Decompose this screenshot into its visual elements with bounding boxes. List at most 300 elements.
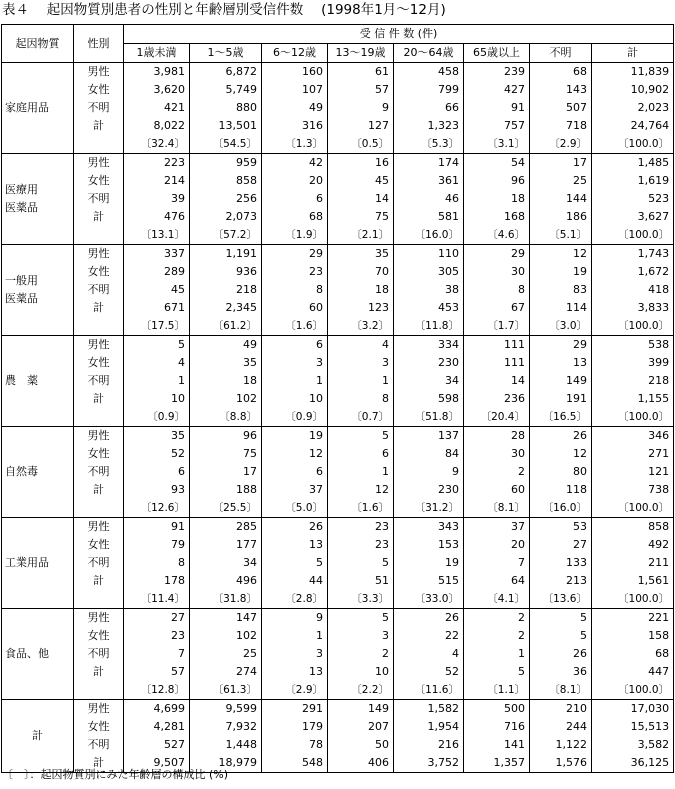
count-cell: 78: [262, 736, 328, 754]
count-cell: 214: [124, 172, 190, 190]
count-cell: 213: [530, 572, 592, 590]
percent-cell: 〔2.8〕: [262, 590, 328, 609]
count-cell: 6: [262, 463, 328, 481]
count-cell: 34: [190, 554, 262, 572]
count-cell: 9,599: [190, 700, 262, 719]
sex-label: 不明: [74, 645, 124, 663]
percent-cell: 〔1.7〕: [464, 317, 530, 336]
count-cell: 23: [262, 263, 328, 281]
table-row: [2, 245, 674, 264]
count-cell: 102: [190, 390, 262, 408]
count-cell: 3: [328, 354, 394, 372]
sex-label: 女性: [74, 172, 124, 190]
count-cell: 2,023: [592, 99, 674, 117]
percent-cell: 〔0.5〕: [328, 135, 394, 154]
percent-cell: 〔1.6〕: [262, 317, 328, 336]
count-cell: 49: [262, 99, 328, 117]
count-cell: 13: [530, 354, 592, 372]
count-cell: 35: [328, 245, 394, 264]
sex-label: 計: [74, 299, 124, 317]
sex-label-empty: [74, 408, 124, 427]
count-cell: 168: [464, 208, 530, 226]
footnote: 〔 〕：起因物質別にみた年齢層の構成比 (%): [2, 768, 229, 781]
count-cell: 515: [394, 572, 464, 590]
percent-cell: 〔11.4〕: [124, 590, 190, 609]
sex-label: 計: [74, 572, 124, 590]
count-cell: 149: [328, 700, 394, 719]
count-cell: 80: [530, 463, 592, 481]
count-cell: 141: [464, 736, 530, 754]
count-cell: 46: [394, 190, 464, 208]
count-cell: 12: [328, 481, 394, 499]
count-cell: 3: [328, 627, 394, 645]
sex-label: 不明: [74, 281, 124, 299]
percent-cell: 〔11.6〕: [394, 681, 464, 700]
count-cell: 3,981: [124, 63, 190, 82]
table-row-percent: [2, 135, 674, 154]
count-cell: 26: [530, 427, 592, 446]
table-row: [2, 299, 674, 317]
percent-cell: 〔8.8〕: [190, 408, 262, 427]
table-row: [2, 518, 674, 537]
sex-label: 不明: [74, 99, 124, 117]
table-row: [2, 609, 674, 628]
count-cell: 60: [464, 481, 530, 499]
percent-cell: 〔8.1〕: [464, 499, 530, 518]
count-cell: 79: [124, 536, 190, 554]
sex-label: 不明: [74, 554, 124, 572]
count-cell: 177: [190, 536, 262, 554]
sex-label-empty: [74, 681, 124, 700]
sex-label: 男性: [74, 427, 124, 446]
count-cell: 29: [262, 245, 328, 264]
count-cell: 2: [328, 645, 394, 663]
count-cell: 757: [464, 117, 530, 135]
sex-label: 不明: [74, 190, 124, 208]
count-cell: 57: [328, 81, 394, 99]
count-cell: 84: [394, 445, 464, 463]
count-cell: 70: [328, 263, 394, 281]
table-title: 表４ 起因物質別患者の性別と年齢層別受信件数 (1998年1月～12月): [2, 2, 446, 18]
count-cell: 61: [328, 63, 394, 82]
count-cell: 210: [530, 700, 592, 719]
percent-cell: 〔54.5〕: [190, 135, 262, 154]
sex-label-empty: [74, 590, 124, 609]
count-cell: 581: [394, 208, 464, 226]
percent-cell: 〔61.2〕: [190, 317, 262, 336]
sex-label: 不明: [74, 372, 124, 390]
count-cell: 2,073: [190, 208, 262, 226]
count-cell: 880: [190, 99, 262, 117]
count-cell: 718: [530, 117, 592, 135]
count-cell: 17: [190, 463, 262, 481]
count-cell: 14: [328, 190, 394, 208]
percent-cell: 〔0.9〕: [262, 408, 328, 427]
table-row: [2, 463, 674, 481]
count-cell: 305: [394, 263, 464, 281]
count-cell: 421: [124, 99, 190, 117]
count-cell: 10: [262, 390, 328, 408]
substance-label: 自然毒: [2, 427, 74, 518]
count-cell: 160: [262, 63, 328, 82]
count-cell: 5: [530, 609, 592, 628]
count-cell: 343: [394, 518, 464, 537]
count-cell: 5: [530, 627, 592, 645]
count-cell: 1: [464, 645, 530, 663]
percent-cell: 〔100.0〕: [592, 499, 674, 518]
count-cell: 9: [328, 99, 394, 117]
table-row: [2, 736, 674, 754]
count-cell: 1: [262, 372, 328, 390]
count-cell: 36: [530, 663, 592, 681]
count-cell: 4: [124, 354, 190, 372]
count-cell: 13: [262, 663, 328, 681]
count-cell: 191: [530, 390, 592, 408]
count-cell: 2,345: [190, 299, 262, 317]
percent-cell: 〔2.9〕: [530, 135, 592, 154]
table-row: [2, 190, 674, 208]
count-cell: 1,743: [592, 245, 674, 264]
count-cell: 16: [328, 154, 394, 173]
count-cell: 26: [394, 609, 464, 628]
count-cell: 17: [530, 154, 592, 173]
percent-cell: 〔1.6〕: [328, 499, 394, 518]
count-cell: 9,507: [124, 754, 190, 773]
percent-cell: 〔13.6〕: [530, 590, 592, 609]
header-sex: 性別: [74, 25, 124, 63]
count-cell: 858: [190, 172, 262, 190]
count-cell: 316: [262, 117, 328, 135]
count-cell: 2: [464, 627, 530, 645]
count-cell: 93: [124, 481, 190, 499]
count-cell: 42: [262, 154, 328, 173]
table-row: [2, 208, 674, 226]
table-row: [2, 572, 674, 590]
percent-cell: 〔100.0〕: [592, 681, 674, 700]
header-substance: 起因物質: [2, 25, 74, 63]
count-cell: 1,576: [530, 754, 592, 773]
count-cell: 114: [530, 299, 592, 317]
count-cell: 492: [592, 536, 674, 554]
percent-cell: 〔8.1〕: [530, 681, 592, 700]
count-cell: 75: [328, 208, 394, 226]
count-cell: 12: [530, 245, 592, 264]
count-cell: 1,561: [592, 572, 674, 590]
count-cell: 1,582: [394, 700, 464, 719]
percent-cell: 〔100.0〕: [592, 135, 674, 154]
count-cell: 35: [124, 427, 190, 446]
table-row: [2, 700, 674, 719]
header-age-col: 13～19歳: [328, 44, 394, 63]
count-cell: 143: [530, 81, 592, 99]
count-cell: 57: [124, 663, 190, 681]
sex-label: 男性: [74, 63, 124, 82]
count-cell: 53: [530, 518, 592, 537]
percent-cell: 〔1.3〕: [262, 135, 328, 154]
substance-label: 医療用 医薬品: [2, 154, 74, 245]
sex-label: 男性: [74, 336, 124, 355]
count-cell: 4: [328, 336, 394, 355]
count-cell: 3,833: [592, 299, 674, 317]
count-cell: 496: [190, 572, 262, 590]
percent-cell: 〔0.9〕: [124, 408, 190, 427]
count-cell: 18: [328, 281, 394, 299]
table-row: [2, 263, 674, 281]
percent-cell: 〔11.8〕: [394, 317, 464, 336]
header-age-col: 20～64歳: [394, 44, 464, 63]
header-age-col: 6～12歳: [262, 44, 328, 63]
count-cell: 118: [530, 481, 592, 499]
table-row: [2, 645, 674, 663]
sex-label: 不明: [74, 463, 124, 481]
count-cell: 186: [530, 208, 592, 226]
count-cell: 10: [328, 663, 394, 681]
percent-cell: 〔13.1〕: [124, 226, 190, 245]
sex-label: 女性: [74, 263, 124, 281]
count-cell: 149: [530, 372, 592, 390]
count-cell: 28: [464, 427, 530, 446]
count-cell: 799: [394, 81, 464, 99]
count-cell: 8: [464, 281, 530, 299]
percent-cell: 〔1.1〕: [464, 681, 530, 700]
sex-label: 男性: [74, 154, 124, 173]
count-cell: 1,672: [592, 263, 674, 281]
count-cell: 334: [394, 336, 464, 355]
sex-label: 男性: [74, 518, 124, 537]
percent-cell: 〔5.3〕: [394, 135, 464, 154]
percent-cell: 〔12.6〕: [124, 499, 190, 518]
count-cell: 427: [464, 81, 530, 99]
percent-cell: 〔100.0〕: [592, 590, 674, 609]
count-cell: 458: [394, 63, 464, 82]
sex-label: 計: [74, 754, 124, 773]
count-cell: 26: [262, 518, 328, 537]
count-cell: 8: [124, 554, 190, 572]
count-cell: 96: [190, 427, 262, 446]
table-row: [2, 390, 674, 408]
count-cell: 34: [394, 372, 464, 390]
count-cell: 211: [592, 554, 674, 572]
count-cell: 35: [190, 354, 262, 372]
count-cell: 9: [394, 463, 464, 481]
count-cell: 527: [124, 736, 190, 754]
count-cell: 8,022: [124, 117, 190, 135]
count-cell: 68: [530, 63, 592, 82]
count-cell: 1,191: [190, 245, 262, 264]
table-row-percent: [2, 590, 674, 609]
count-cell: 50: [328, 736, 394, 754]
percent-cell: 〔2.1〕: [328, 226, 394, 245]
count-cell: 5: [262, 554, 328, 572]
count-cell: 49: [190, 336, 262, 355]
count-cell: 1,619: [592, 172, 674, 190]
percent-cell: 〔3.2〕: [328, 317, 394, 336]
percent-cell: 〔16.0〕: [530, 499, 592, 518]
count-cell: 12: [530, 445, 592, 463]
table-row: [2, 281, 674, 299]
count-cell: 91: [124, 518, 190, 537]
count-cell: 19: [394, 554, 464, 572]
count-cell: 1,485: [592, 154, 674, 173]
count-cell: 144: [530, 190, 592, 208]
table-row: [2, 336, 674, 355]
percent-cell: 〔1.9〕: [262, 226, 328, 245]
table-row: [2, 81, 674, 99]
count-cell: 38: [394, 281, 464, 299]
count-cell: 11,839: [592, 63, 674, 82]
count-cell: 60: [262, 299, 328, 317]
count-cell: 271: [592, 445, 674, 463]
count-cell: 256: [190, 190, 262, 208]
count-cell: 102: [190, 627, 262, 645]
count-cell: 4,281: [124, 718, 190, 736]
count-cell: 66: [394, 99, 464, 117]
count-cell: 361: [394, 172, 464, 190]
count-cell: 6: [328, 445, 394, 463]
count-cell: 507: [530, 99, 592, 117]
percent-cell: 〔17.5〕: [124, 317, 190, 336]
count-cell: 6: [262, 190, 328, 208]
sex-label-empty: [74, 135, 124, 154]
count-cell: 13: [262, 536, 328, 554]
count-cell: 5: [328, 554, 394, 572]
count-cell: 959: [190, 154, 262, 173]
count-cell: 30: [464, 445, 530, 463]
sex-label: 不明: [74, 736, 124, 754]
count-cell: 23: [328, 518, 394, 537]
percent-cell: 〔33.0〕: [394, 590, 464, 609]
count-cell: 216: [394, 736, 464, 754]
count-cell: 6: [262, 336, 328, 355]
count-cell: 2: [464, 609, 530, 628]
count-cell: 123: [328, 299, 394, 317]
header-count-group: 受 信 件 数 (件): [124, 25, 674, 44]
count-cell: 2: [464, 463, 530, 481]
percent-cell: 〔3.3〕: [328, 590, 394, 609]
table-row: [2, 481, 674, 499]
percent-cell: 〔100.0〕: [592, 408, 674, 427]
table-row: [2, 372, 674, 390]
count-cell: 64: [464, 572, 530, 590]
count-cell: 27: [124, 609, 190, 628]
count-cell: 230: [394, 354, 464, 372]
percent-cell: 〔3.1〕: [464, 135, 530, 154]
count-cell: 24,764: [592, 117, 674, 135]
count-cell: 223: [124, 154, 190, 173]
count-cell: 18,979: [190, 754, 262, 773]
count-cell: 121: [592, 463, 674, 481]
count-cell: 6: [124, 463, 190, 481]
header-age-col: 65歳以上: [464, 44, 530, 63]
table-row: [2, 554, 674, 572]
count-cell: 5: [124, 336, 190, 355]
count-cell: 337: [124, 245, 190, 264]
sex-label: 女性: [74, 536, 124, 554]
percent-cell: 〔3.0〕: [530, 317, 592, 336]
count-cell: 133: [530, 554, 592, 572]
header-age-col: 1歳未満: [124, 44, 190, 63]
count-cell: 4,699: [124, 700, 190, 719]
count-cell: 12: [262, 445, 328, 463]
count-cell: 418: [592, 281, 674, 299]
data-table: [1, 24, 674, 773]
percent-cell: 〔4.1〕: [464, 590, 530, 609]
count-cell: 399: [592, 354, 674, 372]
count-cell: 68: [592, 645, 674, 663]
count-cell: 244: [530, 718, 592, 736]
count-cell: 45: [328, 172, 394, 190]
table-row: [2, 354, 674, 372]
substance-label: 計: [2, 700, 74, 773]
table-row-percent: [2, 317, 674, 336]
count-cell: 7,932: [190, 718, 262, 736]
count-cell: 9: [262, 609, 328, 628]
count-cell: 3,582: [592, 736, 674, 754]
sex-label: 女性: [74, 354, 124, 372]
percent-cell: 〔16.0〕: [394, 226, 464, 245]
count-cell: 716: [464, 718, 530, 736]
count-cell: 13,501: [190, 117, 262, 135]
count-cell: 1,954: [394, 718, 464, 736]
count-cell: 91: [464, 99, 530, 117]
count-cell: 17,030: [592, 700, 674, 719]
table-row-percent: [2, 408, 674, 427]
count-cell: 221: [592, 609, 674, 628]
count-cell: 5,749: [190, 81, 262, 99]
substance-label: 食品、他: [2, 609, 74, 700]
count-cell: 39: [124, 190, 190, 208]
percent-cell: 〔12.8〕: [124, 681, 190, 700]
count-cell: 538: [592, 336, 674, 355]
header-age-col: 不明: [530, 44, 592, 63]
count-cell: 3: [262, 645, 328, 663]
count-cell: 18: [464, 190, 530, 208]
sex-label: 計: [74, 390, 124, 408]
sex-label: 計: [74, 117, 124, 135]
header-age-col: 計: [592, 44, 674, 63]
substance-label: 一般用 医薬品: [2, 245, 74, 336]
count-cell: 1: [328, 463, 394, 481]
count-cell: 20: [464, 536, 530, 554]
table-row: [2, 627, 674, 645]
percent-cell: 〔61.3〕: [190, 681, 262, 700]
count-cell: 27: [530, 536, 592, 554]
count-cell: 1: [124, 372, 190, 390]
count-cell: 52: [394, 663, 464, 681]
count-cell: 25: [190, 645, 262, 663]
count-cell: 147: [190, 609, 262, 628]
count-cell: 5: [464, 663, 530, 681]
count-cell: 289: [124, 263, 190, 281]
count-cell: 75: [190, 445, 262, 463]
count-cell: 188: [190, 481, 262, 499]
table-row-percent: [2, 681, 674, 700]
count-cell: 96: [464, 172, 530, 190]
percent-cell: 〔51.8〕: [394, 408, 464, 427]
percent-cell: 〔100.0〕: [592, 226, 674, 245]
count-cell: 548: [262, 754, 328, 773]
sex-label-empty: [74, 499, 124, 518]
count-cell: 671: [124, 299, 190, 317]
count-cell: 68: [262, 208, 328, 226]
count-cell: 107: [262, 81, 328, 99]
count-cell: 18: [190, 372, 262, 390]
count-cell: 523: [592, 190, 674, 208]
count-cell: 1,357: [464, 754, 530, 773]
percent-cell: 〔5.0〕: [262, 499, 328, 518]
percent-cell: 〔31.2〕: [394, 499, 464, 518]
count-cell: 23: [124, 627, 190, 645]
